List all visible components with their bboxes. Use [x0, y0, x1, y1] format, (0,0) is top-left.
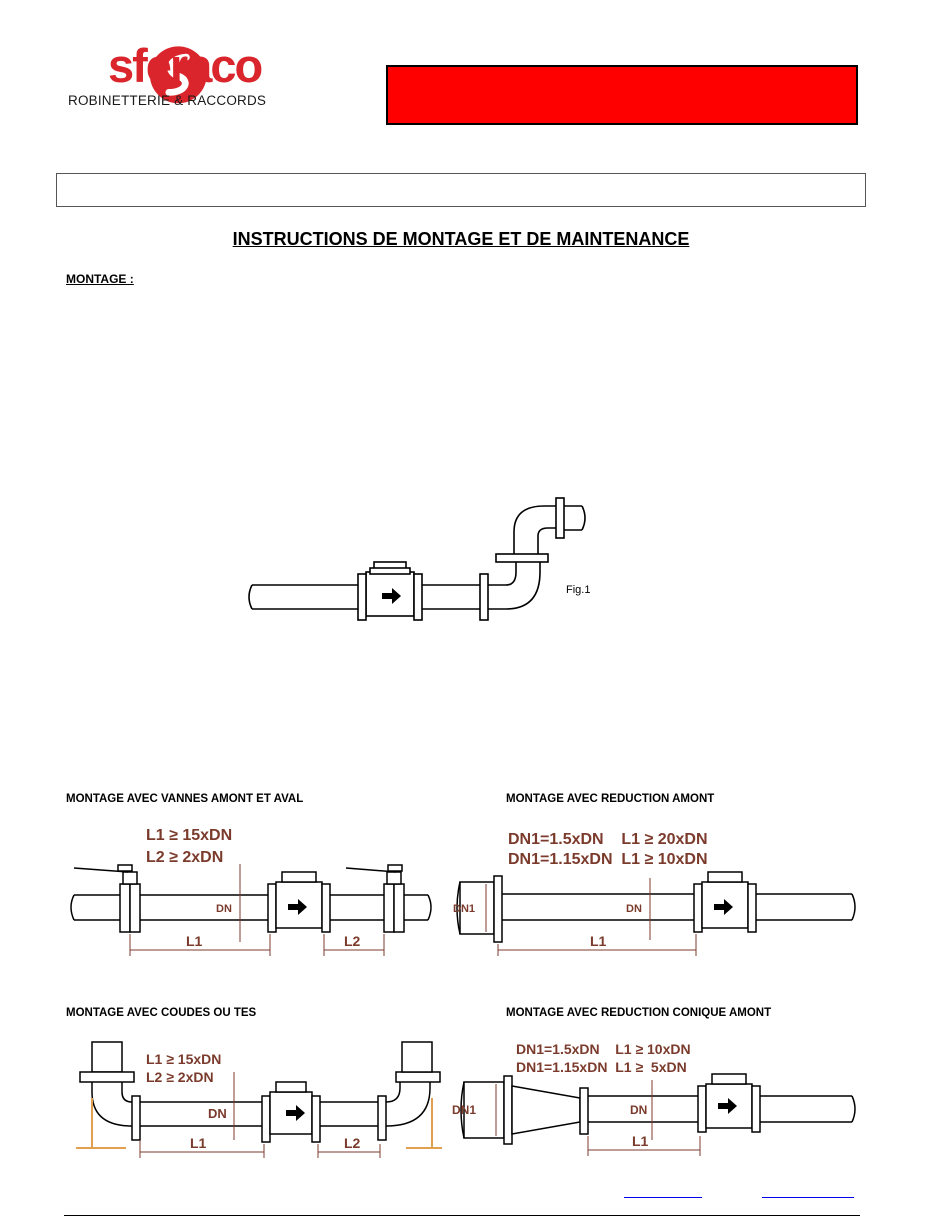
- coudes-formula-1: L1 ≥ 15xDN: [146, 1051, 222, 1067]
- montage-heading: MONTAGE :: [66, 272, 134, 286]
- coudes-l1-label: L1: [190, 1135, 207, 1151]
- vannes-l1-label: L1: [186, 933, 203, 949]
- reduction-dn1-label: DN1: [453, 903, 476, 915]
- conique-formula-2: DN1=1.15xDN L1 ≥ 5xDN: [516, 1059, 687, 1075]
- section-title-vannes: MONTAGE AVEC VANNES AMONT ET AVAL: [66, 793, 304, 805]
- diagram-reduction: [452, 822, 862, 962]
- red-banner: [386, 65, 858, 125]
- vannes-formula-1: L1 ≥ 15xDN: [146, 827, 233, 844]
- conique-dn-label: DN: [630, 1103, 648, 1117]
- page-title: INSTRUCTIONS DE MONTAGE ET DE MAINTENANCE: [232, 229, 690, 249]
- reduction-formula-2: DN1=1.15xDN L1 ≥ 10xDN: [508, 851, 708, 868]
- footer-link-1[interactable]: [624, 1197, 702, 1198]
- coudes-formula-2: L2 ≥ 2xDN: [146, 1069, 214, 1085]
- diagram-conique: [452, 1036, 862, 1166]
- coudes-l2-label: L2: [344, 1135, 361, 1151]
- reduction-formula-1: DN1=1.5xDN L1 ≥ 20xDN: [508, 831, 708, 848]
- subtitle-box: [56, 173, 866, 207]
- conique-l1-label: L1: [632, 1133, 649, 1149]
- brand-tagline: ROBINETTERIE & RACCORDS: [68, 93, 267, 108]
- section-title-conique: MONTAGE AVEC REDUCTION CONIQUE AMONT: [506, 1007, 772, 1019]
- fig1-diagram: [244, 492, 604, 632]
- coudes-dn-label: DN: [208, 1106, 227, 1121]
- reduction-l1-label: L1: [590, 933, 607, 949]
- footer-divider: [64, 1215, 860, 1216]
- vannes-l2-label: L2: [344, 933, 361, 949]
- diagram-coudes: [66, 1040, 446, 1160]
- reduction-dn-label: DN: [626, 903, 642, 915]
- vannes-dn-label: DN: [216, 903, 232, 915]
- fig1-label: Fig.1: [566, 584, 591, 596]
- conique-formula-1: DN1=1.5xDN L1 ≥ 10xDN: [516, 1041, 691, 1057]
- vannes-formula-2: L2 ≥ 2xDN: [146, 849, 224, 866]
- diagram-vannes: [66, 822, 436, 962]
- section-title-coudes: MONTAGE AVEC COUDES OU TES: [66, 1007, 257, 1019]
- brand-name: sferaco: [108, 39, 262, 92]
- footer-link-2[interactable]: [762, 1197, 854, 1198]
- conique-dn1-label: DN1: [452, 1103, 477, 1117]
- section-title-reduction: MONTAGE AVEC REDUCTION AMONT: [506, 793, 715, 805]
